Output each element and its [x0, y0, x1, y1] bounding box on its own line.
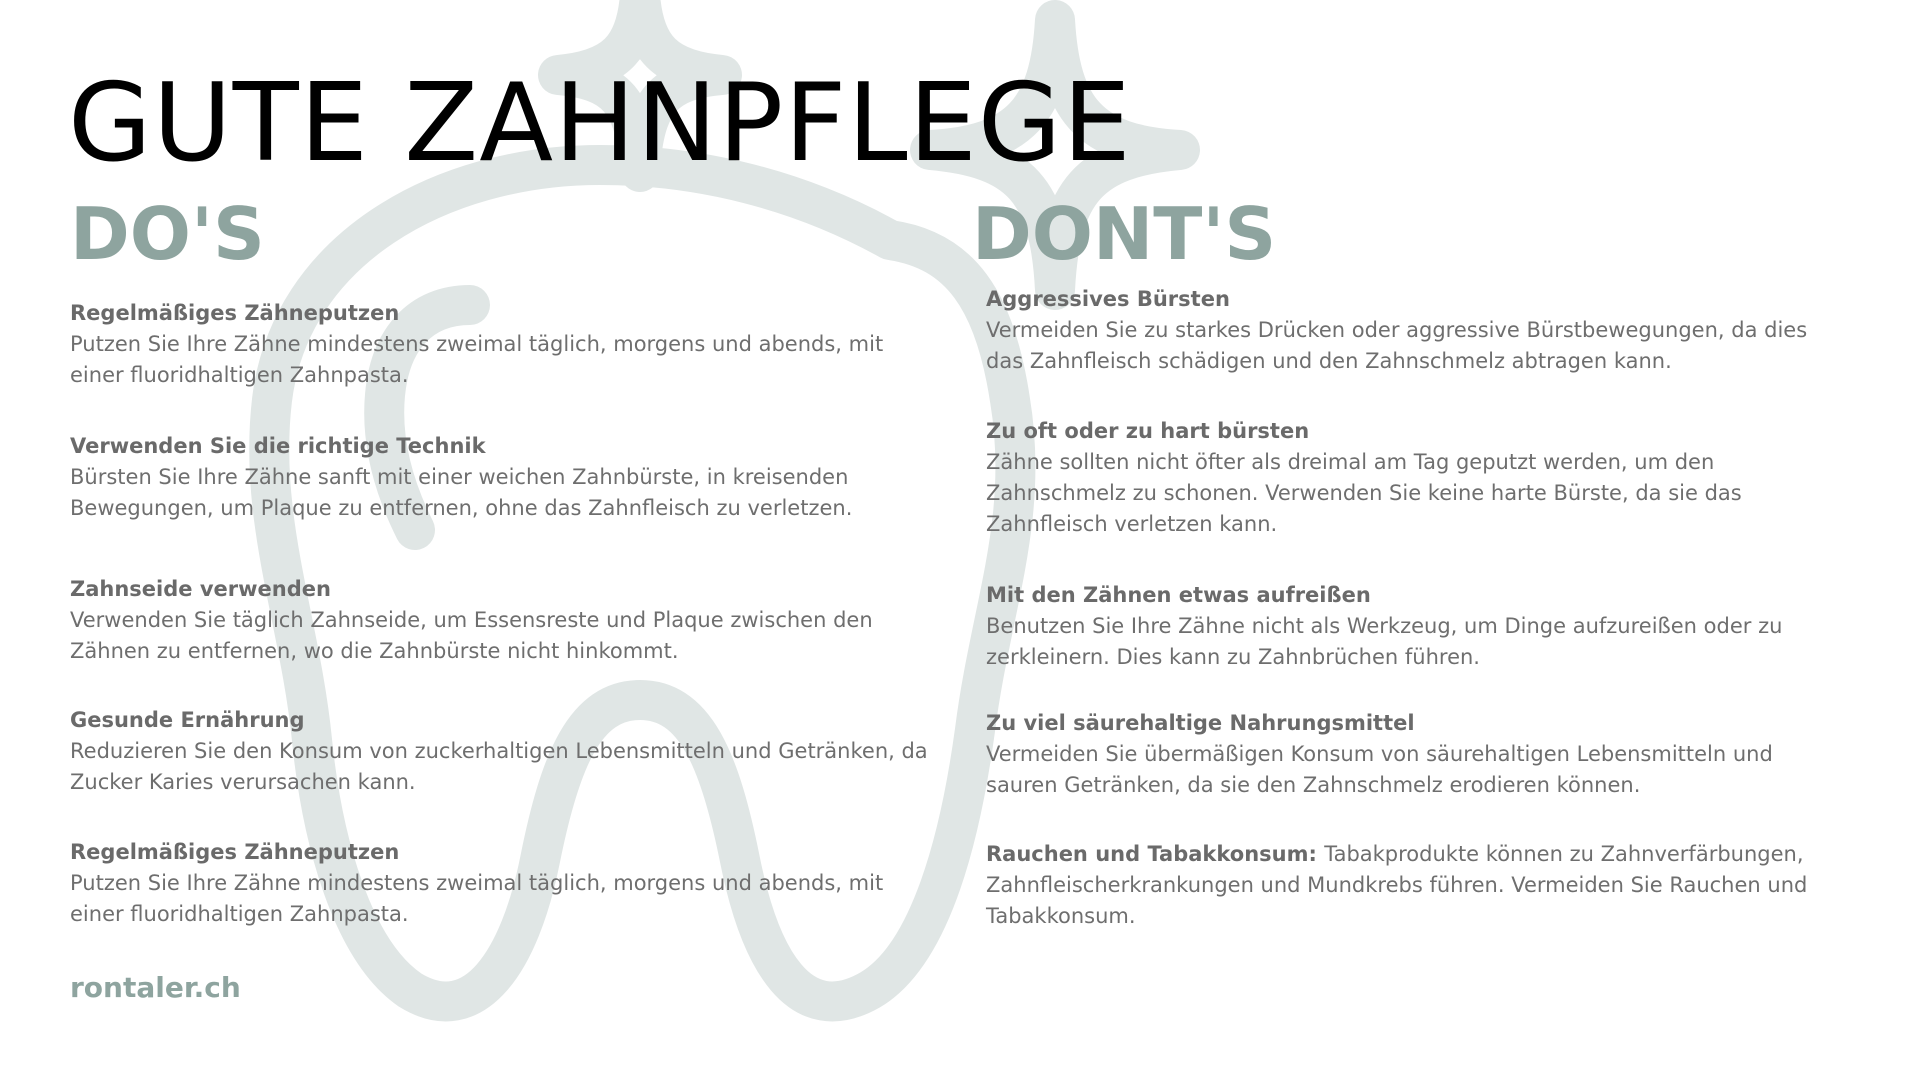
donts-item	[986, 580, 1846, 673]
donts-item-title: Aggressives Bürsten	[986, 287, 1230, 311]
dos-item	[70, 298, 930, 391]
dos-item-title: Regelmäßiges Zähneputzen	[70, 301, 400, 325]
dos-item	[70, 431, 930, 524]
donts-item-title: Zu viel säurehaltige Nahrungsmittel	[986, 711, 1415, 735]
dos-item-title: Zahnseide verwenden	[70, 577, 331, 601]
donts-item-title: Mit den Zähnen etwas aufreißen	[986, 583, 1371, 607]
dos-item-title: Regelmäßiges Zähneputzen	[70, 840, 400, 864]
dos-item	[70, 574, 930, 667]
dos-item-title: Verwenden Sie die richtige Technik	[70, 434, 486, 458]
page-title: GUTE ZAHNPFLEGE	[68, 61, 1132, 186]
donts-heading: DONT'S	[972, 192, 1277, 276]
dos-item-body: Putzen Sie Ihre Zähne mindestens zweimal täglich, morgens und abends, mit einer fluoridhaltigen Zahnpasta.	[70, 332, 884, 387]
donts-item-body: Vermeiden Sie zu starkes Drücken oder aggressive Bürstbewegungen, da dies das Zahnfleisch schädigen und den Zahnschmelz abtragen kann.	[986, 318, 1808, 373]
donts-item	[986, 284, 1846, 377]
donts-item-body: Tabakprodukte können zu Zahnverfärbungen, Zahnfleischerkrankungen und Mundkrebs führen. Vermeiden Sie Rauchen und Tabakkonsum.	[986, 842, 1808, 928]
dos-item-body: Reduzieren Sie den Konsum von zuckerhaltigen Lebensmitteln und Getränken, da Zucker Karies verursachen kann.	[70, 739, 928, 794]
donts-item	[986, 839, 1846, 932]
donts-item-title: Zu oft oder zu hart bürsten	[986, 419, 1310, 443]
donts-item-title: Rauchen und Tabakkonsum:	[986, 842, 1325, 866]
dos-item-body: Bürsten Sie Ihre Zähne sanft mit einer weichen Zahnbürste, in kreisenden Bewegungen, um Plaque zu entfernen, ohne das Zahnfleisch zu verletzen.	[70, 465, 853, 520]
dos-heading: DO'S	[70, 192, 265, 276]
donts-item-body: Vermeiden Sie übermäßigen Konsum von säurehaltigen Lebensmitteln und sauren Getränken, da sie den Zahnschmelz erodieren können.	[986, 742, 1773, 797]
dos-item-body: Putzen Sie Ihre Zähne mindestens zweimal täglich, morgens und abends, mit einer fluoridhaltigen Zahnpasta.	[70, 871, 884, 926]
donts-item-body: Zähne sollten nicht öfter als dreimal am Tag geputzt werden, um den Zahnschmelz zu schonen. Verwenden Sie keine harte Bürste, da sie das Zahnfleisch verletzen kann.	[986, 450, 1742, 536]
donts-item	[986, 416, 1846, 540]
footer-website: rontaler.ch	[70, 971, 241, 1004]
donts-item-body: Benutzen Sie Ihre Zähne nicht als Werkzeug, um Dinge aufzureißen oder zu zerkleinern. Dies kann zu Zahnbrüchen führen.	[986, 614, 1783, 669]
dos-item-body: Verwenden Sie täglich Zahnseide, um Essensreste und Plaque zwischen den Zähnen zu entfernen, wo die Zahnbürste nicht hinkommt.	[70, 608, 873, 663]
dos-item	[70, 837, 930, 930]
dos-item	[70, 705, 930, 798]
dos-item-title: Gesunde Ernährung	[70, 708, 305, 732]
donts-item	[986, 708, 1846, 801]
